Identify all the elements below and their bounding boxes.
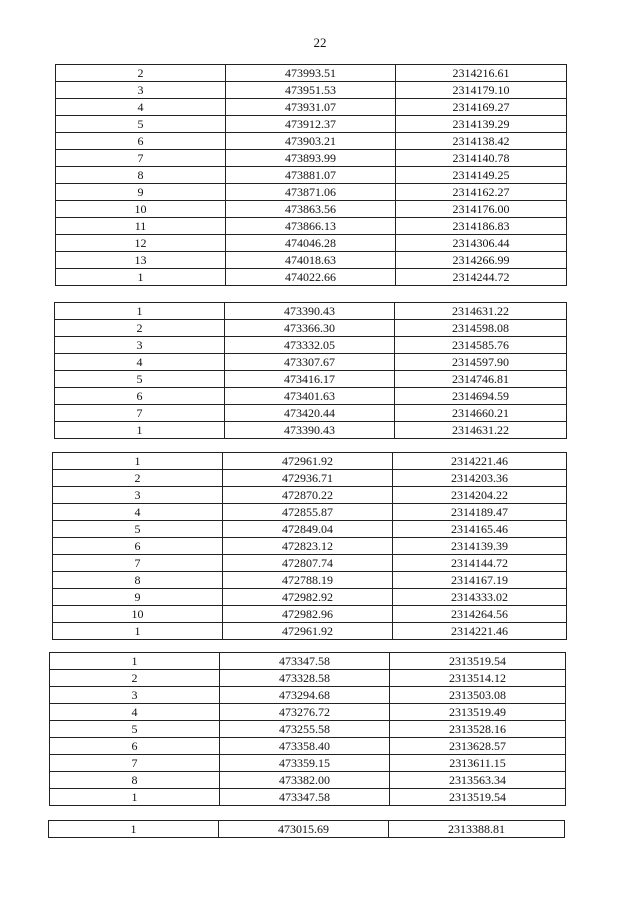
- x-coordinate-cell: 472807.74: [223, 555, 393, 572]
- y-coordinate-cell: 2314162.27: [396, 184, 567, 201]
- y-coordinate-cell: 2314264.56: [393, 606, 567, 623]
- table-row: [55, 388, 567, 405]
- table-row: [53, 538, 567, 555]
- point-number-cell: 1: [49, 821, 219, 838]
- point-number-cell: 6: [55, 388, 225, 405]
- table-row: [50, 789, 566, 806]
- point-number-cell: 1: [50, 653, 220, 670]
- point-number-cell: 12: [56, 235, 226, 252]
- table-row: [50, 670, 566, 687]
- point-number-cell: 7: [56, 150, 226, 167]
- x-coordinate-cell: 473993.51: [226, 65, 396, 82]
- x-coordinate-cell: 473390.43: [225, 303, 395, 320]
- x-coordinate-cell: 473255.58: [220, 721, 390, 738]
- table-row: [50, 687, 566, 704]
- y-coordinate-cell: 2313388.81: [389, 821, 565, 838]
- x-coordinate-cell: 473276.72: [220, 704, 390, 721]
- table-row: [53, 555, 567, 572]
- y-coordinate-cell: 2314169.27: [396, 99, 567, 116]
- y-coordinate-cell: 2314179.10: [396, 82, 567, 99]
- point-number-cell: 11: [56, 218, 226, 235]
- point-number-cell: 2: [50, 670, 220, 687]
- y-coordinate-cell: 2314216.61: [396, 65, 567, 82]
- y-coordinate-cell: 2314203.36: [393, 470, 567, 487]
- point-number-cell: 10: [56, 201, 226, 218]
- point-number-cell: 13: [56, 252, 226, 269]
- point-number-cell: 7: [55, 405, 225, 422]
- coordinates-table-5: [48, 820, 565, 838]
- x-coordinate-cell: 472870.22: [223, 487, 393, 504]
- table-row: [50, 721, 566, 738]
- table-row: [56, 99, 567, 116]
- point-number-cell: 8: [53, 572, 223, 589]
- point-number-cell: 10: [53, 606, 223, 623]
- x-coordinate-cell: 473416.17: [225, 371, 395, 388]
- table-row: [53, 572, 567, 589]
- y-coordinate-cell: 2314176.00: [396, 201, 567, 218]
- y-coordinate-cell: 2314149.25: [396, 167, 567, 184]
- table-row: [53, 606, 567, 623]
- table-row: [56, 82, 567, 99]
- y-coordinate-cell: 2313611.15: [390, 755, 566, 772]
- table-row: [50, 653, 566, 670]
- point-number-cell: 8: [56, 167, 226, 184]
- table-row: [56, 269, 567, 286]
- x-coordinate-cell: 473912.37: [226, 116, 396, 133]
- y-coordinate-cell: 2314746.81: [395, 371, 567, 388]
- table-row: [55, 337, 567, 354]
- point-number-cell: 3: [50, 687, 220, 704]
- point-number-cell: 4: [50, 704, 220, 721]
- x-coordinate-cell: 473347.58: [220, 653, 390, 670]
- table-row: [50, 704, 566, 721]
- point-number-cell: 9: [56, 184, 226, 201]
- y-coordinate-cell: 2314139.29: [396, 116, 567, 133]
- x-coordinate-cell: 473893.99: [226, 150, 396, 167]
- x-coordinate-cell: 474022.66: [226, 269, 396, 286]
- x-coordinate-cell: 473358.40: [220, 738, 390, 755]
- y-coordinate-cell: 2314660.21: [395, 405, 567, 422]
- x-coordinate-cell: 473332.05: [225, 337, 395, 354]
- table-row: [56, 167, 567, 184]
- page-number: 22: [313, 35, 327, 50]
- x-coordinate-cell: 474046.28: [226, 235, 396, 252]
- y-coordinate-cell: 2314333.02: [393, 589, 567, 606]
- x-coordinate-cell: 473366.30: [225, 320, 395, 337]
- table-row: [56, 218, 567, 235]
- table-row: [56, 133, 567, 150]
- x-coordinate-cell: 474018.63: [226, 252, 396, 269]
- x-coordinate-cell: 472823.12: [223, 538, 393, 555]
- table-row: [53, 623, 567, 640]
- table-row: [56, 235, 567, 252]
- table-row: [55, 422, 567, 439]
- x-coordinate-cell: 473931.07: [226, 99, 396, 116]
- table-row: [56, 65, 567, 82]
- y-coordinate-cell: 2314598.08: [395, 320, 567, 337]
- y-coordinate-cell: 2314165.46: [393, 521, 567, 538]
- y-coordinate-cell: 2314204.22: [393, 487, 567, 504]
- point-number-cell: 4: [55, 354, 225, 371]
- point-number-cell: 2: [55, 320, 225, 337]
- y-coordinate-cell: 2314306.44: [396, 235, 567, 252]
- x-coordinate-cell: 472849.04: [223, 521, 393, 538]
- table-row: [55, 354, 567, 371]
- point-number-cell: 1: [53, 623, 223, 640]
- point-number-cell: 3: [55, 337, 225, 354]
- x-coordinate-cell: 473347.58: [220, 789, 390, 806]
- x-coordinate-cell: 473951.53: [226, 82, 396, 99]
- table-row: [56, 150, 567, 167]
- table-row: [49, 821, 565, 838]
- point-number-cell: 1: [55, 303, 225, 320]
- y-coordinate-cell: 2314631.22: [395, 422, 567, 439]
- y-coordinate-cell: 2314221.46: [393, 623, 567, 640]
- x-coordinate-cell: 472936.71: [223, 470, 393, 487]
- y-coordinate-cell: 2313503.08: [390, 687, 566, 704]
- point-number-cell: 6: [56, 133, 226, 150]
- point-number-cell: 6: [53, 538, 223, 555]
- table-row: [56, 116, 567, 133]
- y-coordinate-cell: 2314597.90: [395, 354, 567, 371]
- y-coordinate-cell: 2314167.19: [393, 572, 567, 589]
- coordinates-table-2: [54, 302, 567, 439]
- point-number-cell: 1: [56, 269, 226, 286]
- point-number-cell: 1: [55, 422, 225, 439]
- coordinates-table-1: [55, 64, 567, 286]
- x-coordinate-cell: 472788.19: [223, 572, 393, 589]
- y-coordinate-cell: 2314244.72: [396, 269, 567, 286]
- x-coordinate-cell: 473881.07: [226, 167, 396, 184]
- x-coordinate-cell: 473015.69: [219, 821, 389, 838]
- table-row: [55, 405, 567, 422]
- table-row: [53, 521, 567, 538]
- table-row: [50, 755, 566, 772]
- table-row: [53, 470, 567, 487]
- point-number-cell: 8: [50, 772, 220, 789]
- point-number-cell: 7: [50, 755, 220, 772]
- y-coordinate-cell: 2313519.54: [390, 789, 566, 806]
- y-coordinate-cell: 2313519.49: [390, 704, 566, 721]
- y-coordinate-cell: 2313514.12: [390, 670, 566, 687]
- table-row: [50, 738, 566, 755]
- y-coordinate-cell: 2314631.22: [395, 303, 567, 320]
- y-coordinate-cell: 2314144.72: [393, 555, 567, 572]
- table-row: [53, 487, 567, 504]
- y-coordinate-cell: 2314140.78: [396, 150, 567, 167]
- point-number-cell: 5: [55, 371, 225, 388]
- y-coordinate-cell: 2314139.39: [393, 538, 567, 555]
- x-coordinate-cell: 473307.67: [225, 354, 395, 371]
- y-coordinate-cell: 2313528.16: [390, 721, 566, 738]
- point-number-cell: 2: [53, 470, 223, 487]
- x-coordinate-cell: 472961.92: [223, 453, 393, 470]
- point-number-cell: 1: [50, 789, 220, 806]
- y-coordinate-cell: 2314221.46: [393, 453, 567, 470]
- point-number-cell: 5: [50, 721, 220, 738]
- point-number-cell: 6: [50, 738, 220, 755]
- point-number-cell: 4: [53, 504, 223, 521]
- x-coordinate-cell: 472982.92: [223, 589, 393, 606]
- point-number-cell: 4: [56, 99, 226, 116]
- x-coordinate-cell: 473328.58: [220, 670, 390, 687]
- table-row: [53, 504, 567, 521]
- x-coordinate-cell: 473390.43: [225, 422, 395, 439]
- point-number-cell: 3: [56, 82, 226, 99]
- x-coordinate-cell: 473401.63: [225, 388, 395, 405]
- table-row: [50, 772, 566, 789]
- y-coordinate-cell: 2314138.42: [396, 133, 567, 150]
- x-coordinate-cell: 473420.44: [225, 405, 395, 422]
- coordinates-table-4: [49, 652, 566, 806]
- point-number-cell: 2: [56, 65, 226, 82]
- y-coordinate-cell: 2313628.57: [390, 738, 566, 755]
- y-coordinate-cell: 2314585.76: [395, 337, 567, 354]
- point-number-cell: 5: [53, 521, 223, 538]
- table-row: [53, 453, 567, 470]
- table-row: [55, 371, 567, 388]
- table-row: [53, 589, 567, 606]
- x-coordinate-cell: 473866.13: [226, 218, 396, 235]
- y-coordinate-cell: 2314189.47: [393, 504, 567, 521]
- table-row: [55, 303, 567, 320]
- table-row: [55, 320, 567, 337]
- x-coordinate-cell: 472961.92: [223, 623, 393, 640]
- table-row: [56, 184, 567, 201]
- x-coordinate-cell: 472855.87: [223, 504, 393, 521]
- x-coordinate-cell: 473359.15: [220, 755, 390, 772]
- table-row: [56, 201, 567, 218]
- x-coordinate-cell: 473903.21: [226, 133, 396, 150]
- point-number-cell: 9: [53, 589, 223, 606]
- x-coordinate-cell: 473294.68: [220, 687, 390, 704]
- y-coordinate-cell: 2313563.34: [390, 772, 566, 789]
- point-number-cell: 5: [56, 116, 226, 133]
- x-coordinate-cell: 472982.96: [223, 606, 393, 623]
- x-coordinate-cell: 473382.00: [220, 772, 390, 789]
- point-number-cell: 3: [53, 487, 223, 504]
- x-coordinate-cell: 473871.06: [226, 184, 396, 201]
- table-row: [56, 252, 567, 269]
- coordinates-table-3: [52, 452, 567, 640]
- point-number-cell: 7: [53, 555, 223, 572]
- y-coordinate-cell: 2314694.59: [395, 388, 567, 405]
- y-coordinate-cell: 2314186.83: [396, 218, 567, 235]
- x-coordinate-cell: 473863.56: [226, 201, 396, 218]
- point-number-cell: 1: [53, 453, 223, 470]
- y-coordinate-cell: 2313519.54: [390, 653, 566, 670]
- y-coordinate-cell: 2314266.99: [396, 252, 567, 269]
